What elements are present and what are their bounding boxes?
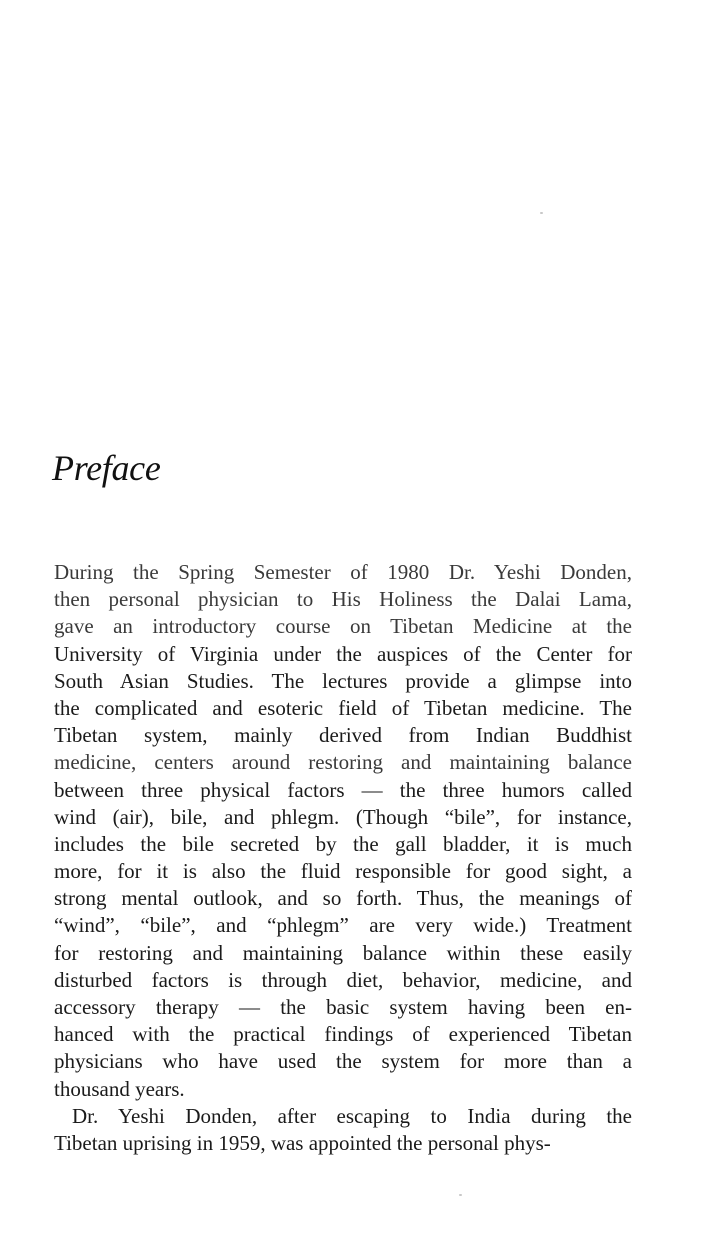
text-line: for restoring and maintaining balance within these easily (54, 940, 632, 965)
text-line: University of Virginia under the auspices of the Center for (54, 641, 632, 666)
text-line: South Asian Studies. The lectures provide a glimpse into (54, 668, 632, 693)
text-line: thousand years. (54, 1076, 185, 1101)
preface-body (54, 559, 632, 1157)
paper-speck (540, 212, 543, 214)
text-line: disturbed factors is through diet, behavior, medicine, and (54, 967, 632, 992)
text-line: strong mental outlook, and so forth. Thus, the meanings of (54, 886, 632, 911)
text-line: wind (air), bile, and phlegm. (Though “bile”, for instance, (54, 804, 632, 829)
text-line: includes the bile secreted by the gall bladder, it is much (54, 831, 632, 856)
text-line: hanced with the practical findings of experienced Tibetan (54, 1022, 632, 1047)
page-title: Preface (52, 448, 161, 488)
text-line: Tibetan system, mainly derived from Indian Buddhist (54, 723, 632, 748)
text-line: During the Spring Semester of 1980 Dr. Yeshi Donden, (54, 560, 632, 584)
text-line: accessory therapy — the basic system having been en- (54, 995, 632, 1019)
text-line: the complicated and esoteric field of Tibetan medicine. The (54, 695, 632, 720)
text-line: “wind”, “bile”, and “phlegm” are very wide.) Treatment (54, 913, 632, 938)
text-line: more, for it is also the fluid responsible for good sight, a (54, 859, 632, 884)
text-line: Tibetan uprising in 1959, was appointed the personal phys- (54, 1130, 551, 1155)
text-line: gave an introductory course on Tibetan Medicine at the (54, 614, 632, 639)
text-line: Dr. Yeshi Donden, after escaping to India during the (72, 1103, 632, 1128)
paper-speck (459, 1194, 462, 1196)
text-line: between three physical factors — the three humors called (54, 777, 632, 802)
text-line: medicine, centers around restoring and maintaining balance (54, 750, 632, 775)
text-line: physicians who have used the system for more than a (54, 1049, 632, 1074)
text-line: then personal physician to His Holiness the Dalai Lama, (54, 587, 632, 612)
